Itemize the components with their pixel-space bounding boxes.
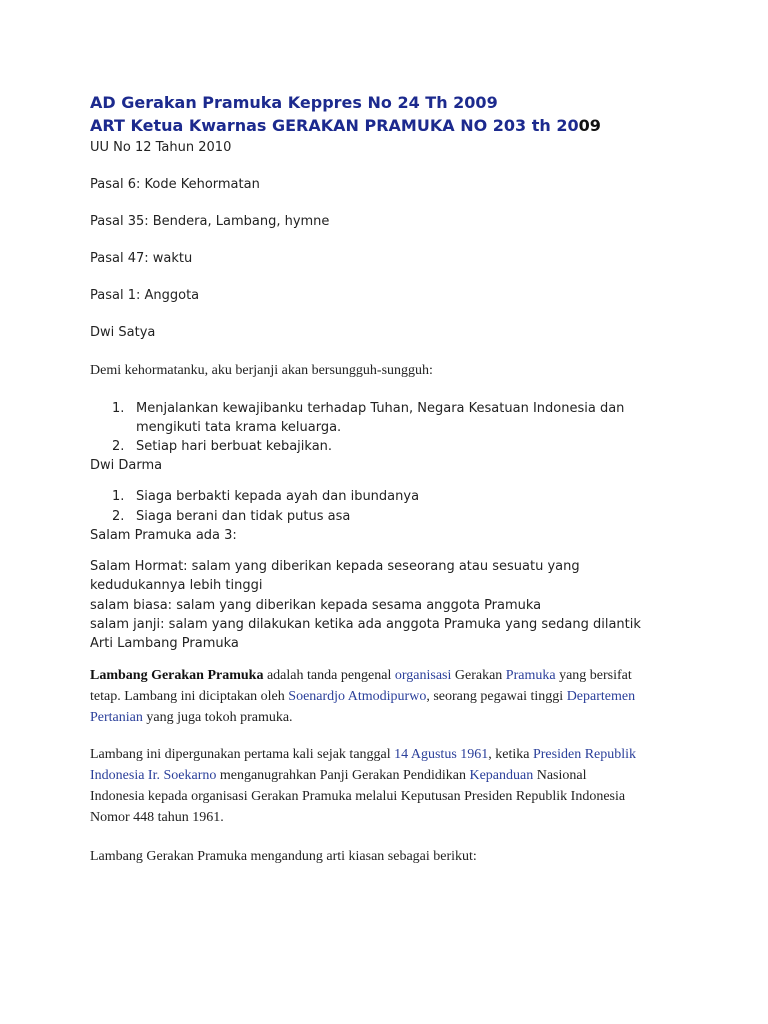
text: Lambang ini dipergunakan pertama kali sejak tanggal bbox=[90, 747, 395, 762]
pasal-1: Pasal 1: Anggota bbox=[90, 288, 200, 303]
text: yang bersifat bbox=[555, 668, 632, 683]
link-soenardjo[interactable]: Soenardjo Atmodipurwo bbox=[288, 689, 427, 704]
dwi-darma-heading: Dwi Darma bbox=[90, 458, 163, 473]
p2-line2 bbox=[90, 766, 586, 786]
title-art bbox=[90, 116, 601, 136]
salam-hormat-cont: kedudukannya lebih tinggi bbox=[90, 578, 263, 593]
link-soekarno[interactable]: Indonesia Ir. Soekarno bbox=[90, 768, 217, 783]
list-item: Menjalankan kewajibanku terhadap Tuhan, Negara Kesatuan Indonesia dan bbox=[136, 401, 625, 416]
link-kepanduan[interactable]: Kepanduan bbox=[469, 768, 534, 783]
salam-heading: Salam Pramuka ada 3: bbox=[90, 528, 237, 543]
dwi-satya-intro: Demi kehormatanku, aku berjanji akan bersungguh-sungguh: bbox=[90, 363, 433, 378]
text: , ketika bbox=[488, 747, 533, 762]
title-ad: AD Gerakan Pramuka Keppres No 24 Th 2009 bbox=[90, 93, 498, 112]
pasal-47: Pasal 47: waktu bbox=[90, 251, 193, 266]
link-organisasi[interactable]: organisasi bbox=[394, 668, 452, 683]
text: adalah tanda pengenal bbox=[263, 668, 395, 683]
text: Gerakan bbox=[451, 668, 506, 683]
text: tetap. Lambang ini diciptakan oleh bbox=[90, 689, 289, 704]
p2-line1 bbox=[90, 745, 636, 765]
text: , seorang pegawai tinggi bbox=[426, 689, 567, 704]
list-item: Siaga berbakti kepada ayah dan ibundanya bbox=[136, 489, 420, 504]
p2-line4: Nomor 448 tahun 1961. bbox=[90, 810, 224, 825]
text: Nasional bbox=[533, 768, 587, 783]
link-departemen[interactable]: Departemen bbox=[566, 689, 636, 704]
text: menganugrahkan Panji Gerakan Pendidikan bbox=[216, 768, 470, 783]
p1-line3 bbox=[90, 708, 293, 728]
title-art-main: ART Ketua Kwarnas GERAKAN PRAMUKA NO 203 th 20 bbox=[90, 116, 579, 135]
list-item: Siaga berani dan tidak putus asa bbox=[136, 509, 351, 524]
p1-line2 bbox=[90, 687, 635, 707]
uu-line: UU No 12 Tahun 2010 bbox=[90, 140, 232, 155]
link-pramuka[interactable]: Pramuka bbox=[505, 668, 556, 683]
p3: Lambang Gerakan Pramuka mengandung arti kiasan sebagai berikut: bbox=[90, 849, 477, 864]
salam-biasa: salam biasa: salam yang diberikan kepada sesama anggota Pramuka bbox=[90, 598, 542, 613]
list-num: 1. bbox=[112, 401, 125, 416]
salam-janji: salam janji: salam yang dilakukan ketika ada anggota Pramuka yang sedang dilantik bbox=[90, 617, 641, 632]
list-num: 2. bbox=[112, 439, 125, 454]
list-item-cont: mengikuti tata krama keluarga. bbox=[136, 420, 342, 435]
list-num: 1. bbox=[112, 489, 125, 504]
dwi-satya-heading: Dwi Satya bbox=[90, 325, 156, 340]
title-art-end: 09 bbox=[578, 116, 601, 135]
p1-line1 bbox=[90, 666, 632, 686]
link-pertanian[interactable]: Pertanian bbox=[90, 710, 143, 725]
text: yang juga tokoh pramuka. bbox=[142, 710, 293, 725]
pasal-35: Pasal 35: Bendera, Lambang, hymne bbox=[90, 214, 330, 229]
link-date[interactable]: 14 Agustus 1961 bbox=[394, 747, 489, 762]
bold-term: Lambang Gerakan Pramuka bbox=[90, 668, 264, 683]
arti-lambang: Arti Lambang Pramuka bbox=[90, 636, 239, 651]
link-presiden[interactable]: Presiden Republik bbox=[532, 747, 637, 762]
list-item: Setiap hari berbuat kebajikan. bbox=[136, 439, 333, 454]
list-num: 2. bbox=[112, 509, 125, 524]
pasal-6: Pasal 6: Kode Kehormatan bbox=[90, 177, 260, 192]
salam-hormat: Salam Hormat: salam yang diberikan kepada seseorang atau sesuatu yang bbox=[90, 559, 580, 574]
p2-line3: Indonesia kepada organisasi Gerakan Pramuka melalui Keputusan Presiden Republik Indonesia bbox=[90, 789, 626, 804]
